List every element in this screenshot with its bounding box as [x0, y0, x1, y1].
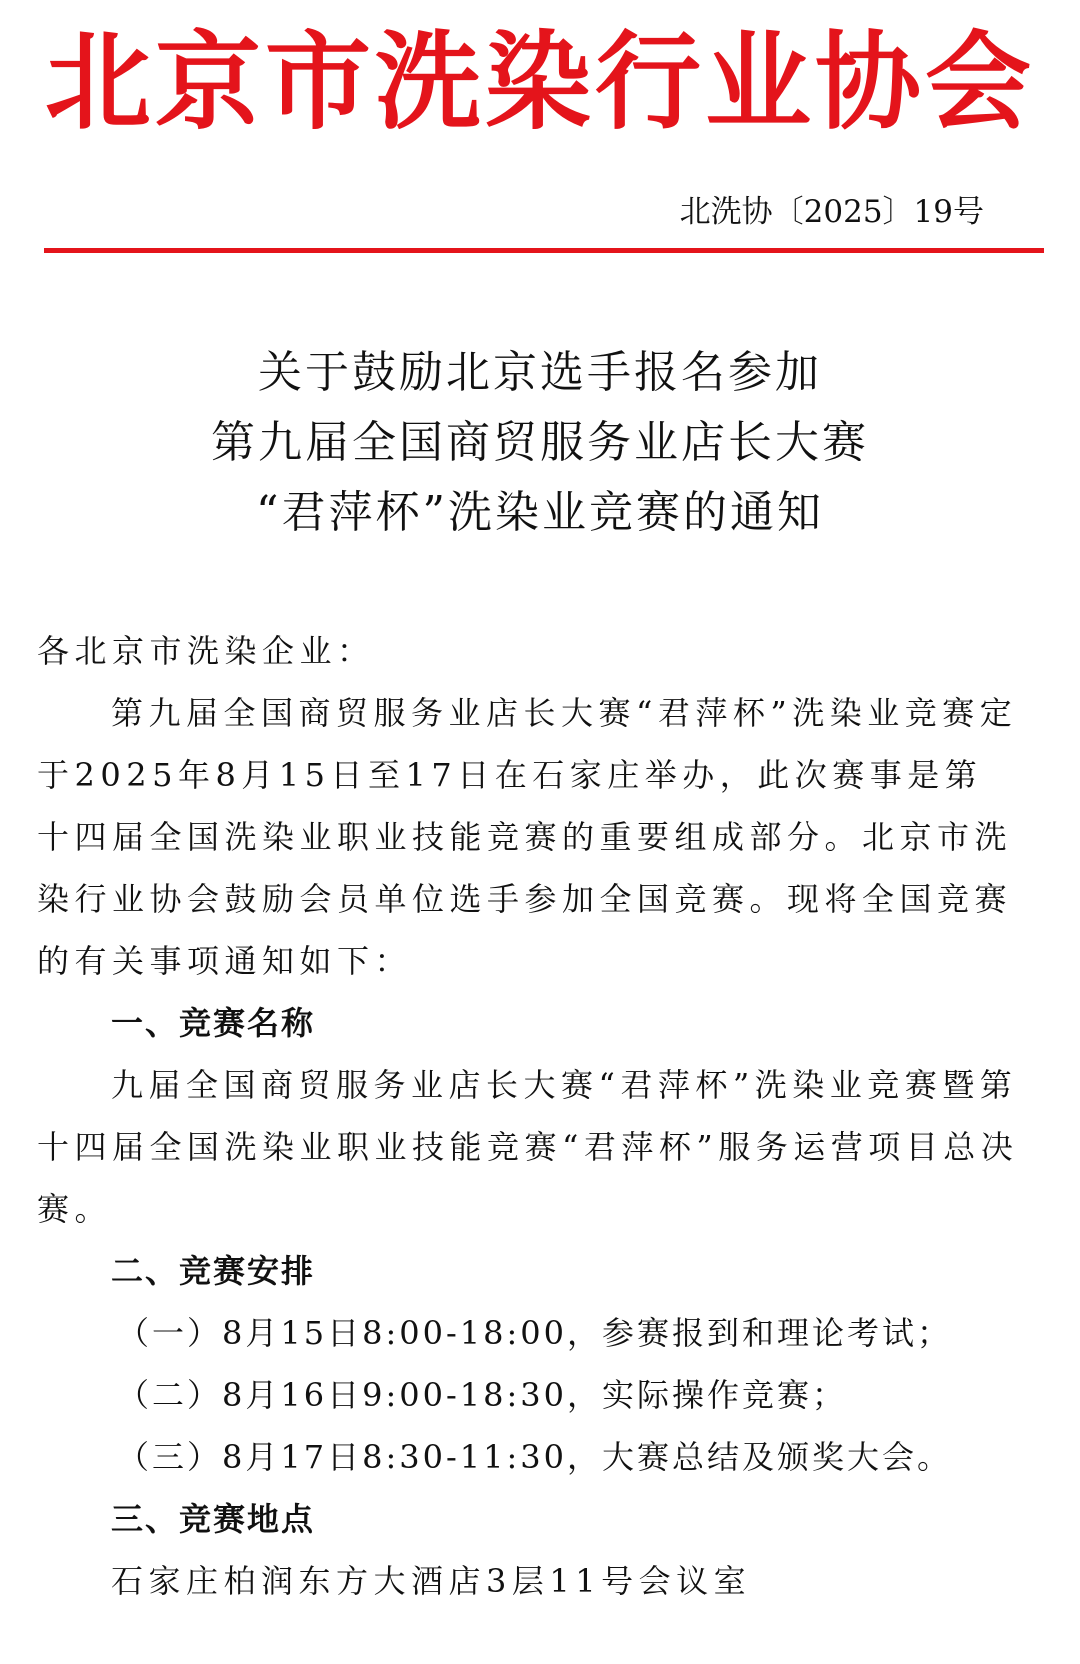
notice-body: [37, 620, 1019, 1612]
letterhead-red-rule: [44, 248, 1044, 253]
section-heading-schedule: 二、竞赛安排: [111, 1252, 316, 1290]
letterhead-organization-name: 北京市洗染行业协会: [45, 21, 1035, 144]
notice-title: [40, 338, 1040, 548]
intro-paragraph: 第九届全国商贸服务业店长大赛“君萍杯”洗染业竞赛定于2025年8月15日至17日在石家庄举办，此次赛事是第十四届全国洗染业职业技能竞赛的重要组成部分。北京市洗染行业协会鼓励会员单位选手参加全国竞赛。现将全国竞赛的有关事项通知如下：: [37, 694, 1018, 980]
section-body-name: 九届全国商贸服务业店长大赛“君萍杯”洗染业竞赛暨第十四届全国洗染业职业技能竞赛“君萍杯”服务运营项目总决赛。: [37, 1066, 1019, 1228]
schedule-item-3: （三）8月17日8:30-11:30，大赛总结及颁奖大会。: [117, 1438, 952, 1476]
section-heading-venue: 三、竞赛地点: [111, 1500, 316, 1538]
salutation: 各北京市洗染企业：: [37, 632, 375, 670]
section-heading-name: 一、竞赛名称: [111, 1004, 316, 1042]
schedule-item-2: （二）8月16日9:00-18:30，实际操作竞赛；: [117, 1376, 847, 1414]
title-line-2: 第九届全国商贸服务业店长大赛: [211, 417, 869, 468]
schedule-item-1: （一）8月15日8:00-18:00，参赛报到和理论考试；: [117, 1314, 952, 1352]
section-body-venue: 石家庄柏润东方大酒店3层11号会议室: [111, 1562, 752, 1600]
document-number: 北洗协〔2025〕19号: [679, 194, 984, 230]
title-line-3: “君萍杯”洗染业竞赛的通知: [256, 487, 824, 538]
title-line-1: 关于鼓励北京选手报名参加: [258, 347, 822, 398]
